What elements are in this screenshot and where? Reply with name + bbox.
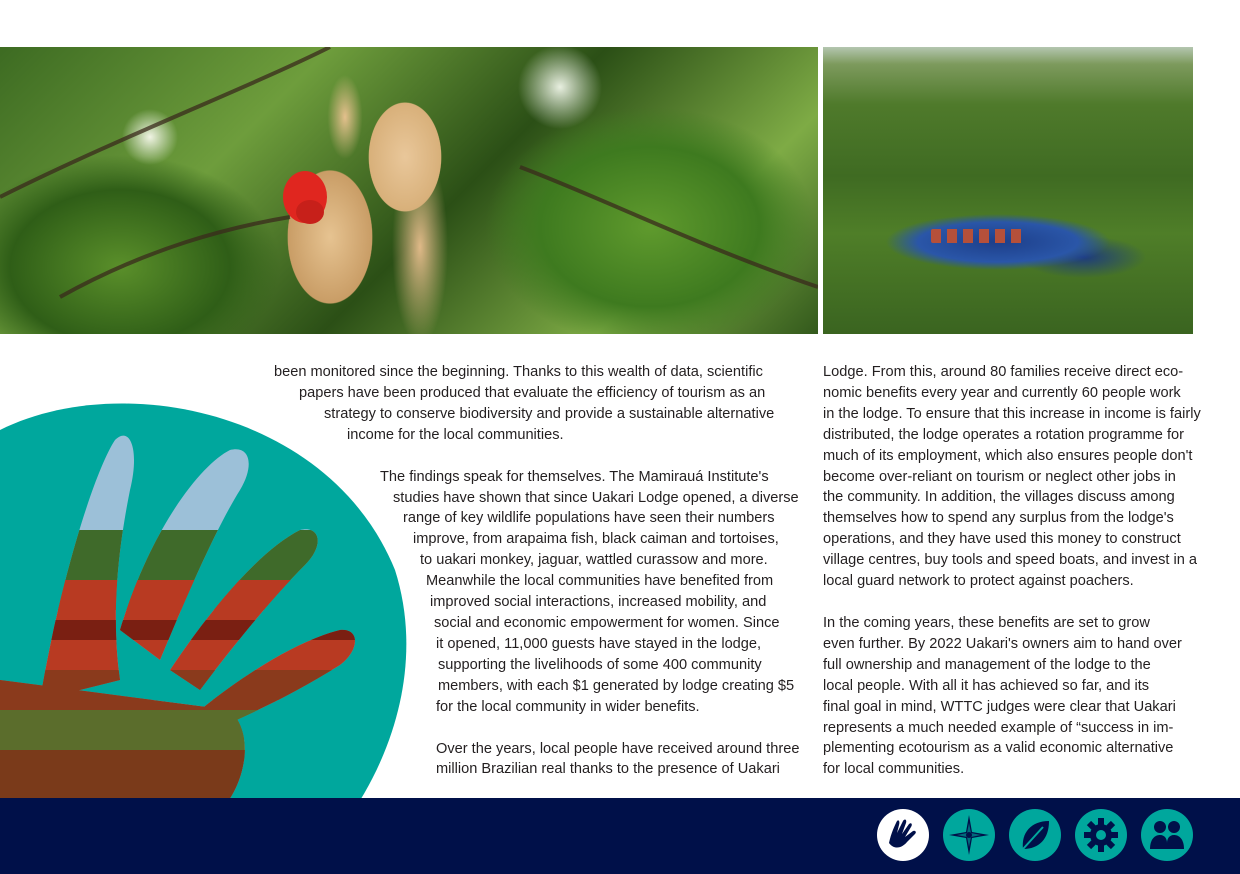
text-line: The findings speak for themselves. The Mamirauá Institute's (380, 468, 769, 485)
text-line: for local communities. (823, 761, 965, 778)
people-icon (1141, 809, 1193, 861)
text-line: income for the local communities. (347, 426, 564, 443)
uakari-monkey-photo (0, 47, 818, 334)
text-line: range of key wildlife populations have seen their numbers (403, 510, 775, 527)
text-line: much of its employment, which also ensures people don't (823, 447, 1193, 464)
text-line: studies have shown that since Uakari Lodge opened, a diverse (393, 489, 799, 506)
text-line: final goal in mind, WTTC judges were clear that Uakari (823, 698, 1176, 715)
text-line: operations, and they have used this money to construct (823, 531, 1181, 548)
text-line: improved social interactions, increased mobility, and (430, 594, 767, 611)
paragraph (823, 362, 1201, 592)
floating-lodge (931, 229, 1027, 243)
hand-icon (877, 809, 929, 861)
compass-icon (943, 809, 995, 861)
text-line: even further. By 2022 Uakari's owners aim to hand over (823, 635, 1182, 652)
leaf-icon (1009, 809, 1061, 861)
text-line: it opened, 11,000 guests have stayed in the lodge, (436, 635, 762, 652)
text-line: become over-reliant on tourism or neglect other jobs in (823, 468, 1176, 485)
text-line: been monitored since the beginning. Thanks to this wealth of data, scientific (274, 364, 763, 380)
left-text-column (274, 362, 804, 780)
text-line: local people. With all it has achieved so far, and its (823, 677, 1150, 694)
text-line: plementing ecotourism as a valid economic alternative (823, 740, 1174, 757)
right-text-column (823, 362, 1201, 780)
text-line: Meanwhile the local communities have benefited from (426, 573, 774, 590)
paragraph (823, 613, 1195, 780)
text-line: nomic benefits every year and currently 60 people work (823, 384, 1181, 401)
text-line: In the coming years, these benefits are set to grow (823, 614, 1150, 631)
paragraph (274, 739, 804, 781)
text-line: million Brazilian real thanks to the presence of Uakari (436, 761, 780, 778)
paragraph (274, 467, 804, 718)
text-line: Over the years, local people have received around three (436, 740, 800, 757)
text-line: full ownership and management of the lodge to the (823, 656, 1151, 673)
text-line: members, with each $1 generated by lodge creating $5 (438, 677, 795, 694)
paragraph (274, 362, 804, 446)
text-line: social and economic empowerment for women. Since (434, 614, 780, 631)
text-line: local guard network to protect against poachers. (823, 573, 1134, 590)
text-line: supporting the livelihoods of some 400 community (438, 656, 762, 673)
text-line: distributed, the lodge operates a rotation programme for (823, 426, 1184, 443)
amazon-lake-aerial-photo (823, 47, 1193, 334)
text-line: represents a much needed example of “success in im- (823, 719, 1174, 736)
text-line: papers have been produced that evaluate the efficiency of tourism as an (299, 384, 766, 401)
text-line: improve, from arapaima fish, black caiman and tortoises, (413, 531, 779, 548)
gear-icon (1075, 809, 1127, 861)
text-line: strategy to conserve biodiversity and provide a sustainable alternative (324, 405, 775, 422)
text-line: village centres, buy tools and speed boats, and invest in a (823, 552, 1198, 569)
text-line: themselves how to spend any surplus from the lodge's (823, 510, 1174, 527)
text-line: to uakari monkey, jaguar, wattled curassow and more. (420, 552, 768, 569)
text-line: Lodge. From this, around 80 families receive direct eco- (823, 364, 1184, 380)
text-line: in the lodge. To ensure that this increase in income is fairly (823, 405, 1201, 422)
text-line: for the local community in wider benefits. (436, 698, 700, 715)
text-line: the community. In addition, the villages discuss among (823, 489, 1175, 506)
